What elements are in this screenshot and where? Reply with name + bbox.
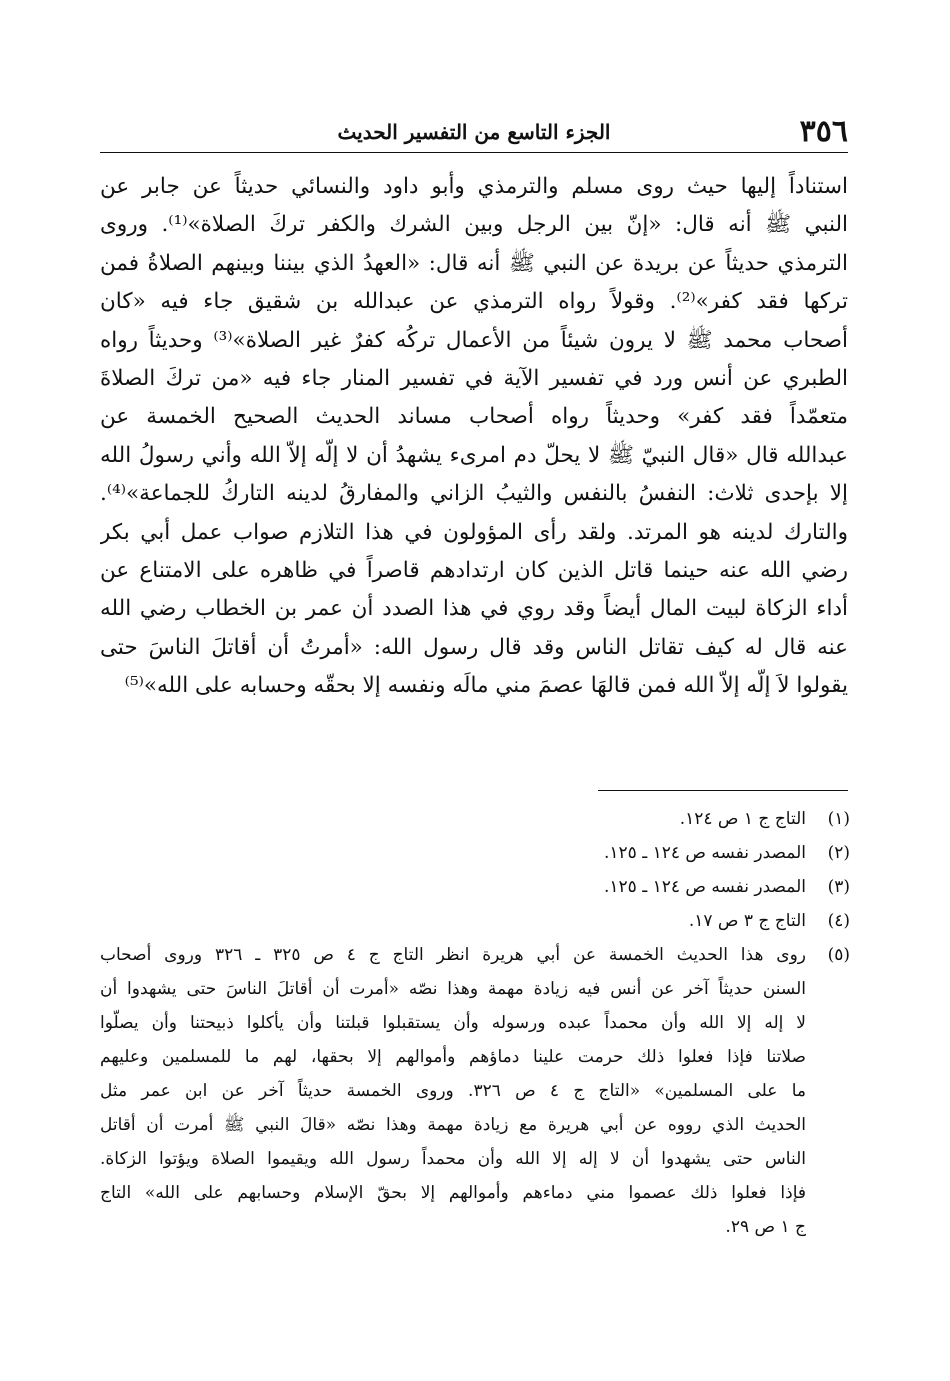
footnote-2 [100, 836, 850, 870]
body-line: يقولوا لاَ إلّه إلاّ الله فمن قالهَا عصمَ مني مالَه ونفسه إلا بحقّه وحسابه على الله»⁽⁵⁾ [124, 673, 848, 699]
footnote-text: ج ١ ص ٢٩. [725, 1217, 806, 1237]
footnote-text: المصدر نفسه ص ١٢٤ ـ ١٢٥. [604, 877, 806, 897]
body-line: عبدالله قال «قال النبيّ ﷺ لا يحلّ دم امرىء يشهدُ أن لا إلّه إلاّ الله وأني رسولُ الله [100, 442, 848, 468]
footnote-1 [100, 802, 850, 836]
body-line: إلا بإحدى ثلاث: النفسُ بالنفس والثيبُ الزاني والمفارقُ لدينه التاركُ للجماعة»⁽⁴⁾. [100, 481, 848, 507]
footnote-text: ما على المسلمين» «التاج ج ٤ ص ٣٢٦. وروى الخمسة حديثاً آخر عن ابن عمر مثل [100, 1081, 806, 1101]
body-line: متعمّداً فقد كفر» وحديثاً رواه أصحاب مساند الحديث الصحيح الخمسة عن [100, 404, 848, 430]
footnote-text: روى هذا الحديث الخمسة عن أبي هريرة انظر التاج ج ٤ ص ٣٢٥ ـ ٣٢٦ وروى أصحاب [100, 945, 806, 965]
body-line: استناداً إليها حيث روى مسلم والترمذي وأبو داود والنسائي حديثاً عن جابر عن [100, 174, 848, 199]
footnote-text: فإذا فعلوا ذلك عصموا مني دماءهم وأموالهم إلا بحقّ الإسلام وحسابهم على الله» التاج [100, 1183, 806, 1203]
footnote-separator [598, 790, 848, 791]
footnote-number: (٤) [827, 911, 850, 931]
page-header [100, 112, 848, 152]
body-line: تركها فقد كفر»⁽²⁾. وقولاً رواه الترمذي عن عبدالله بن شقيق جاء فيه «كان [100, 289, 848, 315]
running-title: الجزء التاسع من التفسير الحديث [337, 120, 611, 144]
footnote-text: السنن حديثاً آخر عن أنس فيه زيادة مهمة وهذا نصّه «أمرت أن أقاتلَ الناسَ حتى يشهدوا أن [100, 979, 806, 999]
footnote-number: (٥) [827, 945, 850, 965]
footnote-text: الحديث الذي رووه عن أبي هريرة مع زيادة مهمة وهذا نصّه «قالَ النبي ﷺ أمرت أن أقاتل [100, 1115, 806, 1135]
body-line: رضي الله عنه حينما قاتل الذين كان ارتدادهم قاصراً في ظاهره على الامتناع عن [100, 557, 848, 583]
body-line: الترمذي حديثاً عن بريدة عن النبي ﷺ أنه قال: «العهدُ الذي بيننا وبينهم الصلاةُ فمن [100, 250, 848, 276]
body-line: عنه قال له كيف تقاتل الناس وقد قال رسول الله: «أمرتُ أن أقاتلَ الناسَ حتى [100, 634, 848, 660]
footnote-text: التاج ج ١ ص ١٢٤. [679, 809, 806, 829]
body-line: أصحاب محمد ﷺ لا يرون شيئاً من الأعمال تركُه كفرٌ غير الصلاة»⁽³⁾ وحديثاً رواه [100, 327, 848, 353]
footnote-text: لا إله إلا الله وأن محمداً عبده ورسوله وأن يستقبلوا قبلتنا وأن يأكلوا ذبيحتنا وأن يصلّوا [100, 1013, 806, 1033]
header-rule [100, 152, 848, 153]
footnote-number: (٢) [827, 843, 850, 863]
footnotes [100, 802, 850, 1244]
footnote-number: (٣) [827, 877, 850, 897]
footnote-number: (١) [827, 809, 850, 829]
body-line: والتارك لدينه هو المرتد. ولقد رأى المؤولون في هذا التلازم صواب عمل أبي بكر [100, 519, 848, 545]
body-line: الطبري عن أنس ورد في تفسير الآية في تفسير المنار جاء فيه «من تركَ الصلاةَ [100, 365, 848, 391]
footnote-4 [100, 904, 850, 938]
footnote-3 [100, 870, 850, 904]
footnote-text: المصدر نفسه ص ١٢٤ ـ ١٢٥. [604, 843, 806, 863]
body-line: النبي ﷺ أنه قال: «إنّ بين الرجل وبين الشرك والكفر تركَ الصلاة»⁽¹⁾. وروى [100, 212, 848, 238]
footnote-text: التاج ج ٣ ص ١٧. [688, 911, 806, 931]
footnote-text: صلاتنا فإذا فعلوا ذلك حرمت علينا دماؤهم وأموالهم إلا بحقها، لهم ما للمسلمين وعليهم [100, 1047, 806, 1067]
page-number: ٣٥٦ [799, 114, 848, 149]
footnote-text: الناس حتى يشهدوا أن لا إله إلا الله وأن محمداً رسول الله ويقيموا الصلاة ويؤتوا الزكاة. [100, 1149, 806, 1169]
main-text [100, 168, 848, 705]
body-line: أداء الزكاة لبيت المال أيضاً وقد روي في هذا الصدد أن عمر بن الخطاب رضي الله [100, 596, 848, 622]
footnote-5 [100, 938, 850, 1244]
